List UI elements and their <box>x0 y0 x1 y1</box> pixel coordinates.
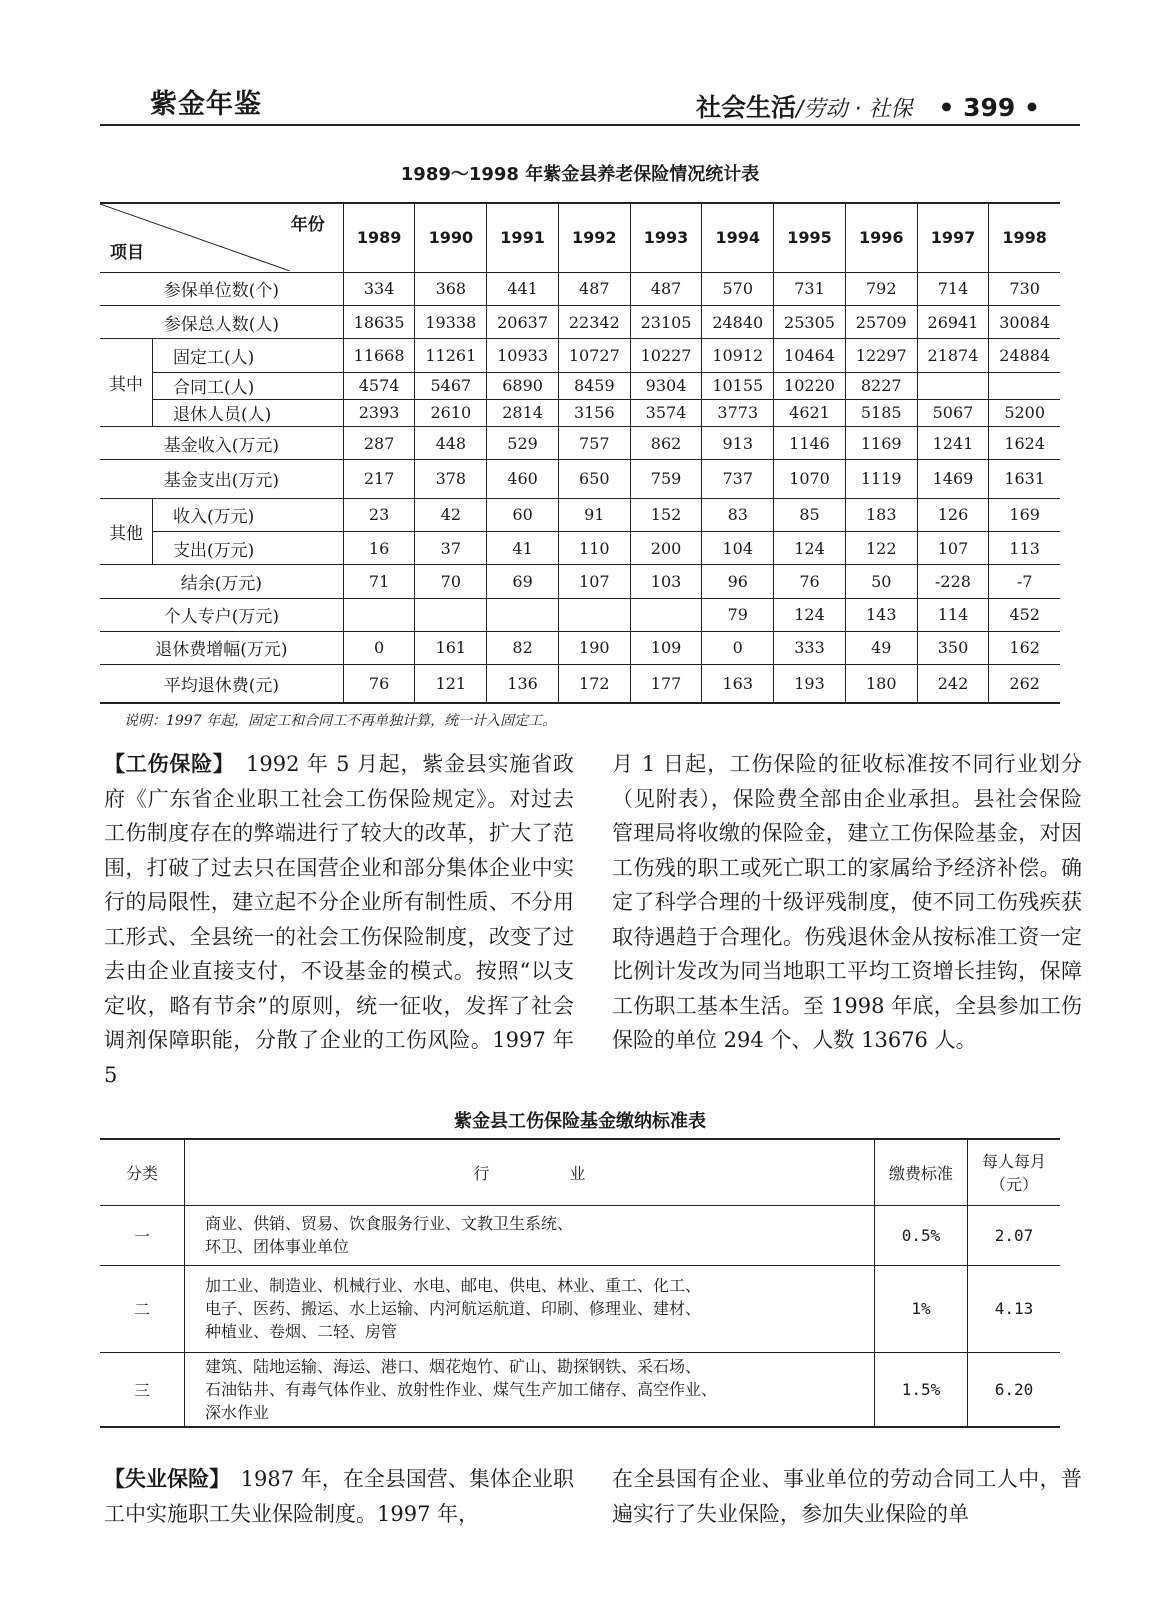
table-cell <box>630 598 702 631</box>
category-cell: 二 <box>100 1265 185 1352</box>
table-row <box>100 665 1060 703</box>
subsection-name: /劳动 · 社保 <box>796 97 913 122</box>
table-cell: 76 <box>343 665 415 703</box>
table-cell: 10912 <box>702 339 774 372</box>
injury-heading: 【工伤保险】 <box>104 752 225 776</box>
table-cell: 1070 <box>774 460 846 498</box>
table-cell: 730 <box>989 272 1060 305</box>
injury-left-column <box>104 747 574 1092</box>
table-cell: 24884 <box>989 339 1060 372</box>
table-cell: 22342 <box>558 305 630 338</box>
table-cell: 0 <box>343 631 415 664</box>
table-cell: 10464 <box>774 339 846 372</box>
table-cell: 82 <box>487 631 559 664</box>
table-cell: 180 <box>845 665 917 703</box>
table-row <box>100 426 1060 459</box>
table-cell: 1169 <box>845 426 917 459</box>
table-cell: 2393 <box>343 399 415 426</box>
table-cell: 10155 <box>702 372 774 399</box>
table-cell: 20637 <box>487 305 559 338</box>
table-cell: 10727 <box>558 339 630 372</box>
row-label: 收入(万元) <box>153 498 344 531</box>
pension-table <box>100 202 1060 704</box>
table-row <box>100 565 1060 598</box>
table-cell: 190 <box>558 631 630 664</box>
table-cell: 30084 <box>989 305 1060 338</box>
table-cell: 85 <box>774 498 846 531</box>
table-cell: 50 <box>845 565 917 598</box>
table-cell: 334 <box>343 272 415 305</box>
table-cell: 96 <box>702 565 774 598</box>
section-name: 社会生活 <box>696 93 797 122</box>
table-cell: 378 <box>415 460 487 498</box>
table-cell: 333 <box>774 631 846 664</box>
table-cell: 217 <box>343 460 415 498</box>
table-row <box>100 531 1060 564</box>
table-cell: 107 <box>558 565 630 598</box>
table-row <box>100 598 1060 631</box>
table-cell: 8227 <box>845 372 917 399</box>
table-row <box>100 339 1060 372</box>
table-cell: 169 <box>989 498 1060 531</box>
table-cell: 21874 <box>917 339 989 372</box>
table-cell: 37 <box>415 531 487 564</box>
table-cell: 23 <box>343 498 415 531</box>
unemployment-heading: 【失业保险】 <box>104 1467 220 1491</box>
table-cell: 172 <box>558 665 630 703</box>
running-header <box>696 88 1040 124</box>
industry-cell <box>185 1205 875 1265</box>
row-label: 参保总人数(人) <box>100 305 343 338</box>
table-cell: -7 <box>989 565 1060 598</box>
category-cell: 三 <box>100 1352 185 1427</box>
table-cell: 10227 <box>630 339 702 372</box>
table-cell: 0 <box>702 631 774 664</box>
table-cell: 69 <box>487 565 559 598</box>
industry-line: 种植业、卷烟、二轻、房管 <box>205 1322 398 1341</box>
table-cell: 441 <box>487 272 559 305</box>
page-number: • 399 • <box>938 93 1040 122</box>
table-cell: 23105 <box>630 305 702 338</box>
table-cell: 1119 <box>845 460 917 498</box>
unemployment-left-column <box>104 1462 574 1531</box>
table-cell: 570 <box>702 272 774 305</box>
table-cell: 124 <box>774 531 846 564</box>
table-cell: 42 <box>415 498 487 531</box>
row-label: 退休人员(人) <box>153 399 344 426</box>
table-header-row <box>100 1139 1060 1205</box>
table-cell: 9304 <box>630 372 702 399</box>
table-cell: 60 <box>487 498 559 531</box>
table-cell: 792 <box>845 272 917 305</box>
year-header: 1993 <box>630 203 702 272</box>
table-row <box>100 498 1060 531</box>
table-cell: 650 <box>558 460 630 498</box>
row-label: 参保单位数(个) <box>100 272 343 305</box>
table-cell: 152 <box>630 498 702 531</box>
table-cell: 10933 <box>487 339 559 372</box>
industry-line: 建筑、陆地运输、海运、港口、烟花炮竹、矿山、勘探钢铁、采石场、 <box>205 1356 702 1376</box>
table-cell: 1469 <box>917 460 989 498</box>
table-cell: 122 <box>845 531 917 564</box>
table-cell: 5185 <box>845 399 917 426</box>
industry-line: 电子、医药、搬运、水上运输、内河航运航道、印刷、修理业、建材、 <box>205 1299 702 1318</box>
table-cell: 2610 <box>415 399 487 426</box>
category-cell: 一 <box>100 1205 185 1265</box>
group-label: 其他 <box>100 498 153 565</box>
table-cell: 487 <box>630 272 702 305</box>
industry-line: 石油钻井、有毒气体作业、放射性作业、煤气生产加工储存、高空作业、 <box>205 1379 718 1399</box>
table-row <box>100 399 1060 426</box>
table-cell <box>415 598 487 631</box>
table-cell: 18635 <box>343 305 415 338</box>
table-row <box>100 305 1060 338</box>
industry-cell <box>185 1265 875 1352</box>
table-cell: 26941 <box>917 305 989 338</box>
rate-cell: 1.5% <box>875 1352 968 1427</box>
table-note: 说明：1997 年起，固定工和合同工不再单独计算，统一计入固定工。 <box>124 713 557 729</box>
industry-header: 行 业 <box>185 1139 875 1205</box>
table-cell: 1241 <box>917 426 989 459</box>
row-label: 支出(万元) <box>153 531 344 564</box>
table-cell: 1631 <box>989 460 1060 498</box>
unemployment-right-column <box>612 1462 1082 1531</box>
table-cell: 163 <box>702 665 774 703</box>
table-row <box>100 631 1060 664</box>
industry-line: 加工业、制造业、机械行业、水电、邮电、供电、林业、重工、化工、 <box>205 1276 702 1295</box>
table-cell <box>989 372 1060 399</box>
table-cell: 126 <box>917 498 989 531</box>
table-cell: 714 <box>917 272 989 305</box>
row-label: 基金支出(万元) <box>100 460 343 498</box>
corner-item-label: 项目 <box>110 243 144 264</box>
yearbook-title: 紫金年鉴 <box>150 89 262 120</box>
year-header: 1998 <box>989 203 1060 272</box>
table-row <box>100 272 1060 305</box>
table-row <box>100 372 1060 399</box>
table-cell: 4574 <box>343 372 415 399</box>
table-cell: 12297 <box>845 339 917 372</box>
table-cell: 104 <box>702 531 774 564</box>
table-row <box>100 1205 1060 1265</box>
industry-line: 环卫、团体事业单位 <box>205 1237 350 1256</box>
table-cell <box>343 598 415 631</box>
table-cell: 4621 <box>774 399 846 426</box>
year-header: 1996 <box>845 203 917 272</box>
injury-text-right: 月 1 日起，工伤保险的征收标准按不同行业划分（见附表），保险费全部由企业承担。县社会保险管理局将收缴的保险金，建立工伤保险基金，对因工伤残的职工或死亡职工的家属给予经济补偿。确定了科学合理的十级评残制度，使不同工伤残疾获取待遇趋于合理化。伤残退休金从按标准工资一定比例计发改为同当地职工平均工资增长挂钩，保障工伤职工基本生活。至 1998 年底，全县参加工伤保险的单位 294 个、人数 13676 人。 <box>612 752 1082 1052</box>
monthly-cell: 6.20 <box>968 1352 1061 1427</box>
unemployment-text-right: 在全县国有企业、事业单位的劳动合同工人中，普遍实行了失业保险，参加失业保险的单 <box>612 1467 1082 1526</box>
row-label: 结余(万元) <box>100 565 343 598</box>
injury-table-title: 紫金县工伤保险基金缴纳标准表 <box>454 1111 706 1132</box>
table-cell: 262 <box>989 665 1060 703</box>
table-cell: 76 <box>774 565 846 598</box>
row-label: 个人专户(万元) <box>100 598 343 631</box>
industry-line: 深水作业 <box>205 1402 270 1422</box>
table-cell: 287 <box>343 426 415 459</box>
table-cell: 124 <box>774 598 846 631</box>
table-cell: 1146 <box>774 426 846 459</box>
table-cell: 71 <box>343 565 415 598</box>
table-cell: 193 <box>774 665 846 703</box>
table-cell: 183 <box>845 498 917 531</box>
table-cell: 121 <box>415 665 487 703</box>
year-header: 1991 <box>487 203 559 272</box>
row-label: 退休费增幅(万元) <box>100 631 343 664</box>
corner-cell <box>100 203 343 272</box>
table-cell: 460 <box>487 460 559 498</box>
table-cell: 200 <box>630 531 702 564</box>
year-header: 1994 <box>702 203 774 272</box>
table-cell: 143 <box>845 598 917 631</box>
industry-cell <box>185 1352 875 1427</box>
table-cell: 161 <box>415 631 487 664</box>
table-cell: 91 <box>558 498 630 531</box>
table-cell: 113 <box>989 531 1060 564</box>
year-header: 1992 <box>558 203 630 272</box>
table-cell: 8459 <box>558 372 630 399</box>
table-cell: 731 <box>774 272 846 305</box>
table-cell: 110 <box>558 531 630 564</box>
rate-header: 缴费标准 <box>875 1139 968 1205</box>
table-cell: 10220 <box>774 372 846 399</box>
table-cell: 242 <box>917 665 989 703</box>
table-cell: 529 <box>487 426 559 459</box>
table-cell <box>558 598 630 631</box>
table-row <box>100 1352 1060 1427</box>
table-cell: 737 <box>702 460 774 498</box>
table-header-row <box>100 203 1060 272</box>
row-label: 固定工(人) <box>153 339 344 372</box>
table-cell: 114 <box>917 598 989 631</box>
industry-line: 商业、供销、贸易、饮食服务行业、文教卫生系统、 <box>205 1214 574 1233</box>
injury-text-left: 1992 年 5 月起，紫金县实施省政府《广东省企业职工社会工伤保险规定》。对过去工伤制度存在的弊端进行了较大的改革，扩大了范围，打破了过去只在国营企业和部分集体企业中实行的局限性，建立起不分企业所有制性质、不分用工形式、全县统一的社会工伤保险制度，改变了过去由企业直接支付，不设基金的模式。按照“以支定收，略有节余”的原则，统一征收，发挥了社会调剂保障职能，分散了企业的工伤风险。1997 年 5 <box>104 752 574 1087</box>
table-cell: 862 <box>630 426 702 459</box>
table-cell: 452 <box>989 598 1060 631</box>
table-cell: -228 <box>917 565 989 598</box>
table-cell: 162 <box>989 631 1060 664</box>
row-label: 基金收入(万元) <box>100 426 343 459</box>
table-cell: 5067 <box>917 399 989 426</box>
injury-right-column <box>612 747 1082 1058</box>
table-cell <box>917 372 989 399</box>
monthly-cell: 2.07 <box>968 1205 1061 1265</box>
row-label: 合同工(人) <box>153 372 344 399</box>
table-cell: 1624 <box>989 426 1060 459</box>
table-cell: 6890 <box>487 372 559 399</box>
rate-cell: 1% <box>875 1265 968 1352</box>
row-label: 平均退休费(元) <box>100 665 343 703</box>
table-cell: 19338 <box>415 305 487 338</box>
table-cell: 49 <box>845 631 917 664</box>
table-cell: 2814 <box>487 399 559 426</box>
table-cell: 70 <box>415 565 487 598</box>
unemployment-text-left: 1987 年，在全县国营、集体企业职工中实施职工失业保险制度。1997 年， <box>104 1467 575 1526</box>
table-cell: 25709 <box>845 305 917 338</box>
table-cell: 3574 <box>630 399 702 426</box>
group-label: 其中 <box>100 339 153 427</box>
table-cell: 136 <box>487 665 559 703</box>
table-cell: 350 <box>917 631 989 664</box>
category-header: 分类 <box>100 1139 185 1205</box>
table-cell: 107 <box>917 531 989 564</box>
table-cell: 913 <box>702 426 774 459</box>
table-row <box>100 1265 1060 1352</box>
table-cell: 109 <box>630 631 702 664</box>
table-cell: 41 <box>487 531 559 564</box>
table-cell: 24840 <box>702 305 774 338</box>
table-cell: 757 <box>558 426 630 459</box>
table-cell: 5467 <box>415 372 487 399</box>
table-cell: 11668 <box>343 339 415 372</box>
corner-year-label: 年份 <box>290 215 325 236</box>
year-header: 1995 <box>774 203 846 272</box>
table-cell: 3773 <box>702 399 774 426</box>
table-cell: 448 <box>415 426 487 459</box>
rate-cell: 0.5% <box>875 1205 968 1265</box>
table-cell: 177 <box>630 665 702 703</box>
pension-table-title: 1989～1998 年紫金县养老保险情况统计表 <box>400 164 760 185</box>
table-cell: 79 <box>702 598 774 631</box>
table-row <box>100 460 1060 498</box>
year-header: 1997 <box>917 203 989 272</box>
table-cell <box>487 598 559 631</box>
table-cell: 103 <box>630 565 702 598</box>
table-cell: 368 <box>415 272 487 305</box>
table-cell: 487 <box>558 272 630 305</box>
monthly-cell: 4.13 <box>968 1265 1061 1352</box>
table-cell: 25305 <box>774 305 846 338</box>
table-cell: 16 <box>343 531 415 564</box>
injury-fund-table <box>100 1138 1060 1428</box>
table-cell: 759 <box>630 460 702 498</box>
year-header: 1990 <box>415 203 487 272</box>
monthly-header: 每人每月（元） <box>968 1139 1061 1205</box>
table-cell: 11261 <box>415 339 487 372</box>
table-cell: 83 <box>702 498 774 531</box>
table-cell: 5200 <box>989 399 1060 426</box>
year-header: 1989 <box>343 203 415 272</box>
table-cell: 3156 <box>558 399 630 426</box>
header-rule <box>100 124 1080 126</box>
